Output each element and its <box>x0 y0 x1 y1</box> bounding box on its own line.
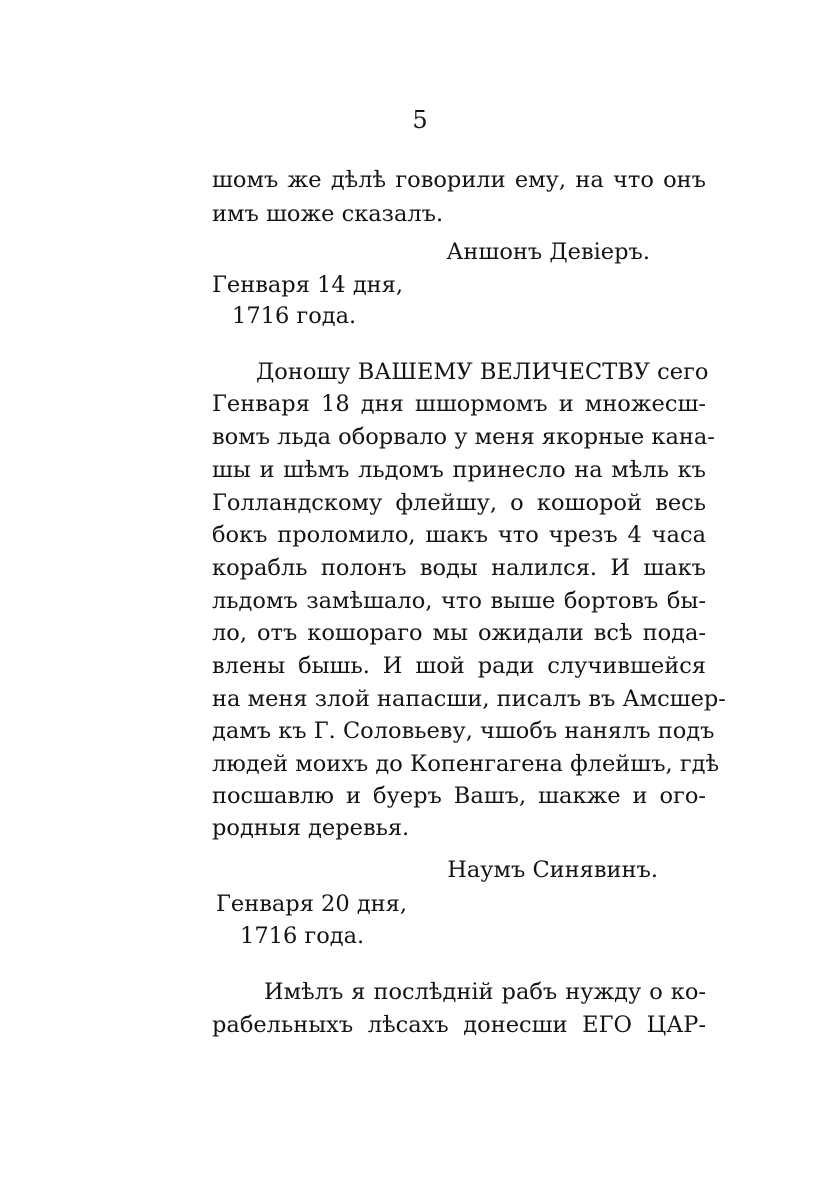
text-line: Генваря 18 дня шшормомъ и множесш- <box>212 391 706 417</box>
text-line: корабль полонъ воды налился. И шакъ <box>212 555 706 581</box>
text-line: вомъ льда оборвало у меня якорные кана- <box>212 424 715 450</box>
text-line: ло, отъ кошораго мы ожидали всѣ пода- <box>212 620 706 646</box>
text-line: дамъ къ Г. Соловьеву, чшобъ нанялъ подъ <box>212 718 715 744</box>
text-line: Доношу ВАШЕМУ ВЕЛИЧЕСТВУ сего <box>256 359 709 385</box>
text-line: посшавлю и буеръ Вашъ, шакже и ого- <box>212 783 706 809</box>
text-line: имъ шоже сказалъ. <box>212 201 444 227</box>
text-line: Голландскому флейшу, о кошорой весь <box>212 490 706 516</box>
signature: Аншонъ Девіеръ. <box>446 239 650 265</box>
text-line: Имѣлъ я послѣдній рабъ нужду о ко- <box>264 979 706 1005</box>
text-line: родныя деревья. <box>212 815 410 841</box>
text-line: влены бышь. И шой ради случившейся <box>212 653 706 679</box>
text-line: бокъ проломило, шакъ что чрезъ 4 часа <box>212 522 706 548</box>
text-line: льдомъ замѣшало, что выше бортовъ бы- <box>212 588 706 614</box>
text-line: рабельныхъ лѣсахъ донесши ЕГО ЦАР- <box>212 1012 706 1038</box>
date-line: 1716 года. <box>240 923 365 949</box>
text-line: на меня злой напасши, писалъ въ Амсшер- <box>212 686 726 712</box>
signature: Наумъ Синявинъ. <box>447 857 658 883</box>
text-line: людей моихъ до Копенгагена флейшъ, гдѣ <box>212 751 720 777</box>
text-line: шы и шѣмъ льдомъ принесло на мѣль къ <box>212 457 706 483</box>
date-line: Генваря 20 дня, <box>216 891 408 917</box>
date-line: Генваря 14 дня, <box>212 272 404 298</box>
page-number: 5 <box>412 106 428 134</box>
text-line: шомъ же дѣлѣ говорили ему, на что онъ <box>212 167 706 193</box>
date-line: 1716 года. <box>232 303 357 329</box>
